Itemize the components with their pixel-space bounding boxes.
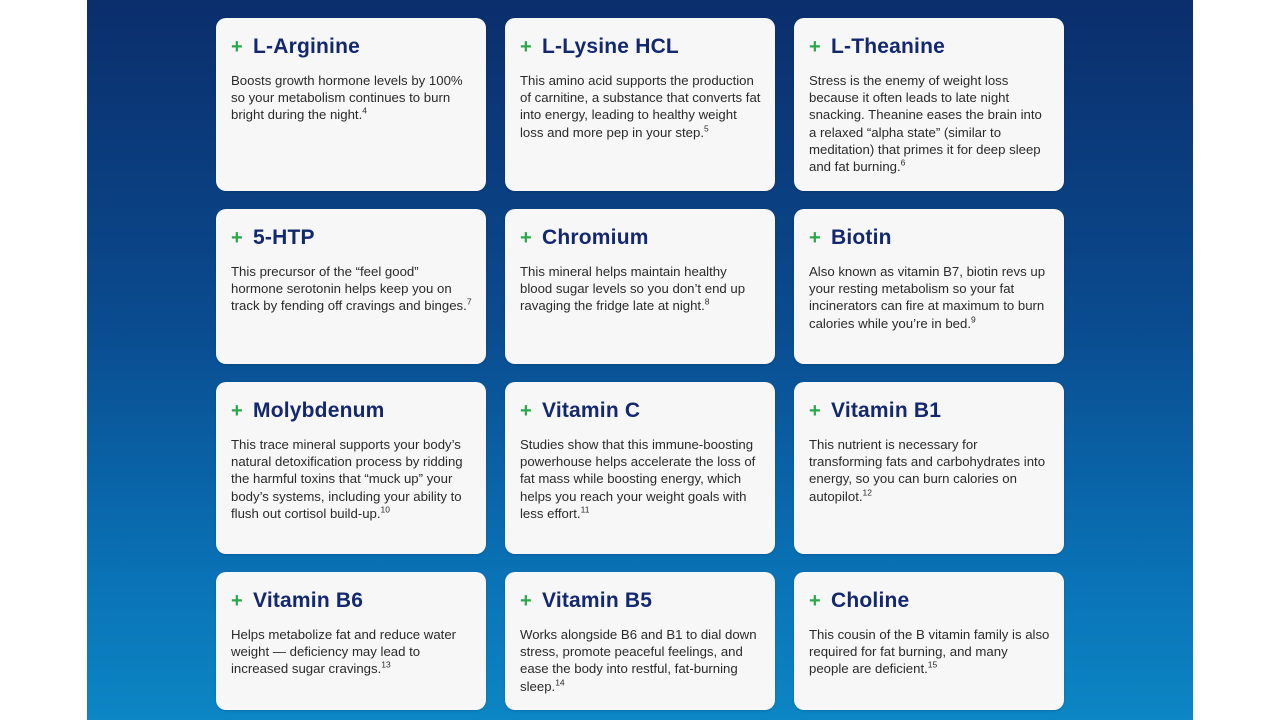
card-title xyxy=(520,34,761,60)
card-title xyxy=(520,588,761,614)
card-title xyxy=(520,398,761,424)
ingredient-name: Vitamin B1 xyxy=(831,399,942,422)
ingredient-name: Chromium xyxy=(542,226,649,249)
ingredient-name: Vitamin B6 xyxy=(253,589,364,612)
ingredient-card-vitamin-b6 xyxy=(216,572,486,710)
ingredient-description: This mineral helps maintain healthy blood sugar levels so you don’t end up ravaging the fridge late at night.$^8$ xyxy=(520,264,746,314)
card-title xyxy=(520,225,761,251)
ingredient-description: This trace mineral supports your body’s natural detoxification process by ridding the harmful toxins that “muck up” your body’s systems, including your ability to flush out cortisol build-up.$^{10}$ xyxy=(231,437,463,521)
card-title xyxy=(809,588,1050,614)
plus-icon: + xyxy=(231,227,243,249)
ingredient-card-vitamin-b1 xyxy=(794,382,1064,554)
ingredient-card-l-theanine xyxy=(794,18,1064,191)
footnote-ref: 5 xyxy=(704,123,709,134)
footnote-ref: 10 xyxy=(380,504,391,515)
plus-icon: + xyxy=(231,590,243,612)
ingredient-card-choline xyxy=(794,572,1064,710)
ingredient-name: 5-HTP xyxy=(253,226,315,249)
plus-icon: + xyxy=(809,400,821,422)
card-title xyxy=(809,398,1050,424)
ingredient-card-chromium xyxy=(505,209,775,364)
ingredient-description: This amino acid supports the production of carnitine, a substance that converts fat into energy, leading to healthy weight loss and more pep in your step.$^5$ xyxy=(520,73,761,140)
card-title xyxy=(231,588,472,614)
ingredient-description: Also known as vitamin B7, biotin revs up your resting metabolism so your fat incinerators can fire at maximum to burn calories while you’re in bed.$^9$ xyxy=(809,264,1046,331)
card-title xyxy=(231,34,472,60)
ingredient-name: L-Lysine HCL xyxy=(542,35,679,58)
plus-icon: + xyxy=(231,400,243,422)
plus-icon: + xyxy=(520,36,532,58)
plus-icon: + xyxy=(231,36,243,58)
ingredient-name: Vitamin C xyxy=(542,399,641,422)
plus-icon: + xyxy=(809,36,821,58)
ingredient-name: Biotin xyxy=(831,226,892,249)
ingredient-name: Molybdenum xyxy=(253,399,385,422)
ingredient-card-l-arginine xyxy=(216,18,486,191)
plus-icon: + xyxy=(809,227,821,249)
card-title xyxy=(231,398,472,424)
ingredient-card-biotin xyxy=(794,209,1064,364)
ingredient-name: Choline xyxy=(831,589,910,612)
plus-icon: + xyxy=(520,590,532,612)
ingredient-description: This precursor of the “feel good” hormone serotonin helps keep you on track by fending off cravings and binges.$^7$ xyxy=(231,264,472,314)
ingredient-name: L-Arginine xyxy=(253,35,360,58)
ingredient-card-l-lysine-hcl xyxy=(505,18,775,191)
footnote-ref: 9 xyxy=(971,314,976,325)
ingredient-description: Stress is the enemy of weight loss because it often leads to late night snacking. Theanine eases the brain into a relaxed “alpha state” (similar to meditation) that primes it for deep sleep and fat burning.$^6$ xyxy=(809,73,1042,175)
footnote-ref: 15 xyxy=(927,660,938,671)
ingredient-card-molybdenum xyxy=(216,382,486,554)
footnote-ref: 7 xyxy=(466,297,472,308)
ingredient-name: Vitamin B5 xyxy=(542,589,653,612)
footnote-ref: 8 xyxy=(704,297,710,308)
footnote-ref: 12 xyxy=(862,487,872,498)
ingredient-description: Helps metabolize fat and reduce water weight — deficiency may lead to increased sugar cravings.$^{13}$ xyxy=(231,627,457,677)
ingredient-card-vitamin-c xyxy=(505,382,775,554)
plus-icon: + xyxy=(520,400,532,422)
footnote-ref: 13 xyxy=(381,660,391,671)
footnote-ref: 11 xyxy=(580,504,590,515)
footnote-ref: 14 xyxy=(555,677,565,688)
plus-icon: + xyxy=(809,590,821,612)
footnote-ref: 6 xyxy=(900,157,906,168)
card-title xyxy=(809,225,1050,251)
footnote-ref: 4 xyxy=(362,106,367,117)
ingredient-description: This cousin of the B vitamin family is also required for fat burning, and many people are deficient.$^{15}$ xyxy=(809,627,1050,677)
ingredient-description: Studies show that this immune-boosting powerhouse helps accelerate the loss of fat mass while boosting energy, which helps you reach your weight goals with less effort.$^{11}$ xyxy=(520,437,756,521)
ingredient-card-vitamin-b5 xyxy=(505,572,775,710)
card-title xyxy=(809,34,1050,60)
ingredient-description: Works alongside B6 and B1 to dial down stress, promote peaceful feelings, and ease the body into restful, fat-burning sleep.$^{14}$ xyxy=(520,627,757,694)
ingredient-description: This nutrient is necessary for transforming fats and carbohydrates into energy, so you can burn calories on autopilot.$^{12}$ xyxy=(809,437,1046,504)
ingredient-description: Boosts growth hormone levels by 100% so your metabolism continues to burn bright during the night.$^4$ xyxy=(231,73,463,123)
ingredient-card-5-htp xyxy=(216,209,486,364)
plus-icon: + xyxy=(520,227,532,249)
ingredient-name: L-Theanine xyxy=(831,35,946,58)
card-title xyxy=(231,225,472,251)
